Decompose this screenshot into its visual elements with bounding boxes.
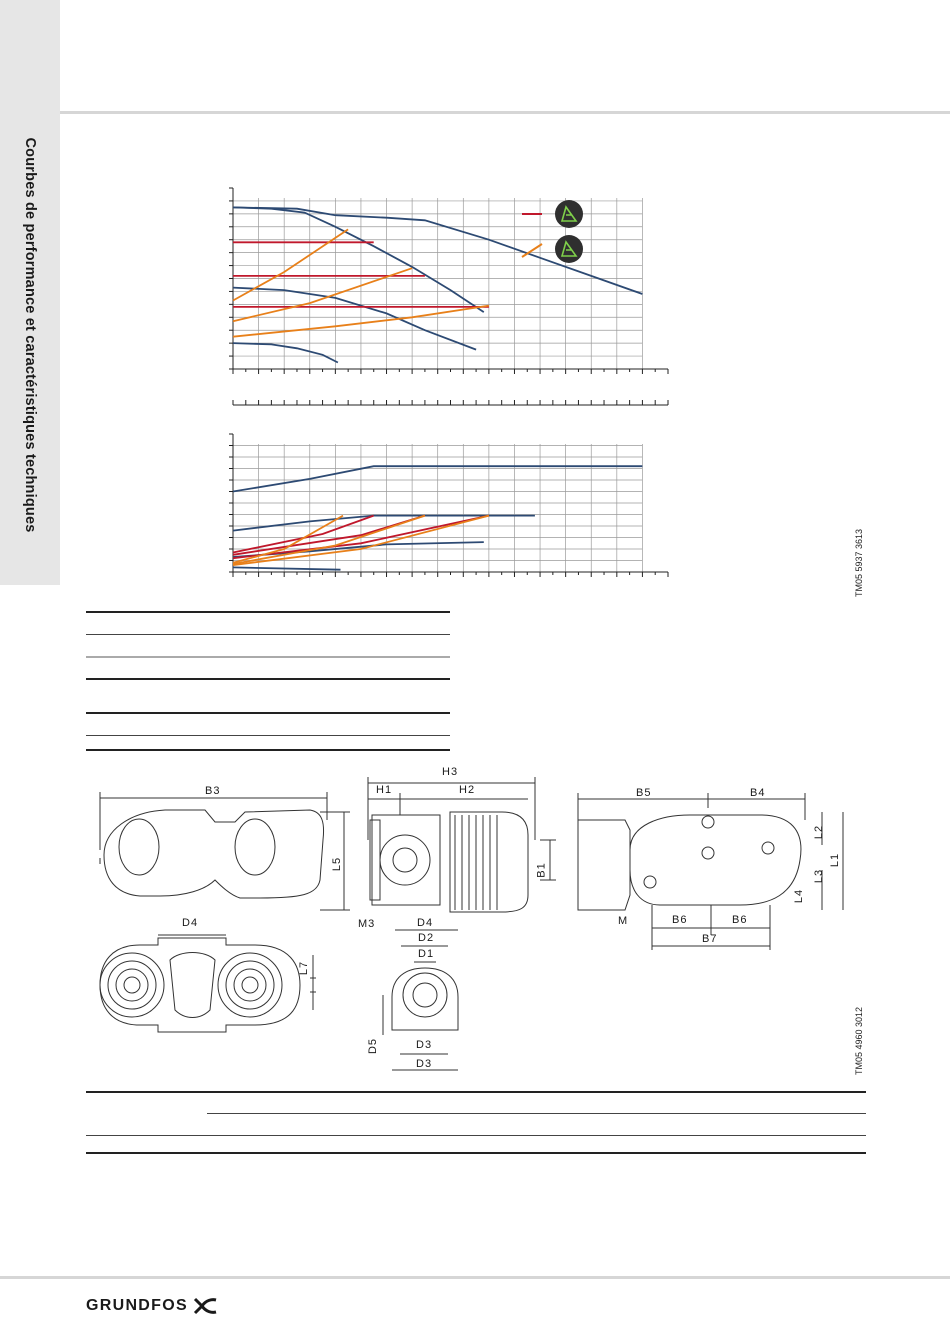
dim-h1: H1 — [376, 784, 393, 796]
dim-m: M — [618, 915, 629, 927]
dim-d3-inner: D3 — [416, 1039, 433, 1051]
dim-h3: H3 — [442, 766, 459, 778]
dim-d3-outer: D3 — [416, 1058, 433, 1070]
twin-housing-drawing — [100, 938, 316, 1032]
series-line — [233, 343, 338, 362]
dim-b6-left: B6 — [672, 914, 688, 926]
series-line — [233, 567, 341, 569]
dim-d1: D1 — [418, 948, 435, 960]
dim-l5: L5 — [331, 856, 344, 872]
proportional-pressure-icon — [555, 200, 583, 228]
dim-d5: D5 — [367, 1037, 380, 1055]
dimension-drawings — [0, 760, 950, 1090]
performance-charts — [0, 0, 950, 600]
dim-b4: B4 — [750, 787, 766, 799]
dim-b7: B7 — [702, 933, 718, 945]
flow-scale — [233, 400, 668, 405]
series-line — [233, 288, 476, 350]
drawing-reference: TM05 4960 3012 — [854, 1006, 864, 1075]
dim-l4: L4 — [793, 888, 806, 904]
proportional-pressure-icon — [555, 235, 583, 263]
brand-logo — [86, 1296, 218, 1316]
dim-d4-side: D4 — [417, 917, 434, 929]
dim-l1: L1 — [829, 852, 842, 868]
dim-m3: M3 — [358, 918, 376, 930]
dim-h2: H2 — [459, 784, 476, 796]
top-view-drawing — [100, 792, 350, 935]
head-curve-chart — [229, 188, 668, 374]
dim-d4-top: D4 — [182, 917, 199, 929]
dim-l3: L3 — [813, 868, 826, 884]
section-title: Courbes de performance et caractéristiques techniques — [22, 137, 38, 533]
dim-b3: B3 — [205, 785, 221, 797]
footer-rule — [0, 1276, 950, 1279]
brand-name: GRUNDFOS — [86, 1297, 188, 1314]
power-curve-chart — [229, 434, 668, 577]
series-line — [233, 207, 484, 312]
side-view-drawing — [368, 777, 556, 1070]
grundfos-x-icon — [192, 1296, 218, 1316]
dim-d2: D2 — [418, 932, 435, 944]
dim-b1: B1 — [535, 862, 548, 878]
series-line — [233, 229, 348, 300]
legend — [522, 200, 583, 263]
dim-b6-right: B6 — [732, 914, 748, 926]
chart-reference: TM05 5937 3613 — [854, 528, 864, 597]
dim-l7: L7 — [298, 960, 311, 976]
dim-l2: L2 — [813, 824, 826, 840]
dim-b5: B5 — [636, 787, 652, 799]
